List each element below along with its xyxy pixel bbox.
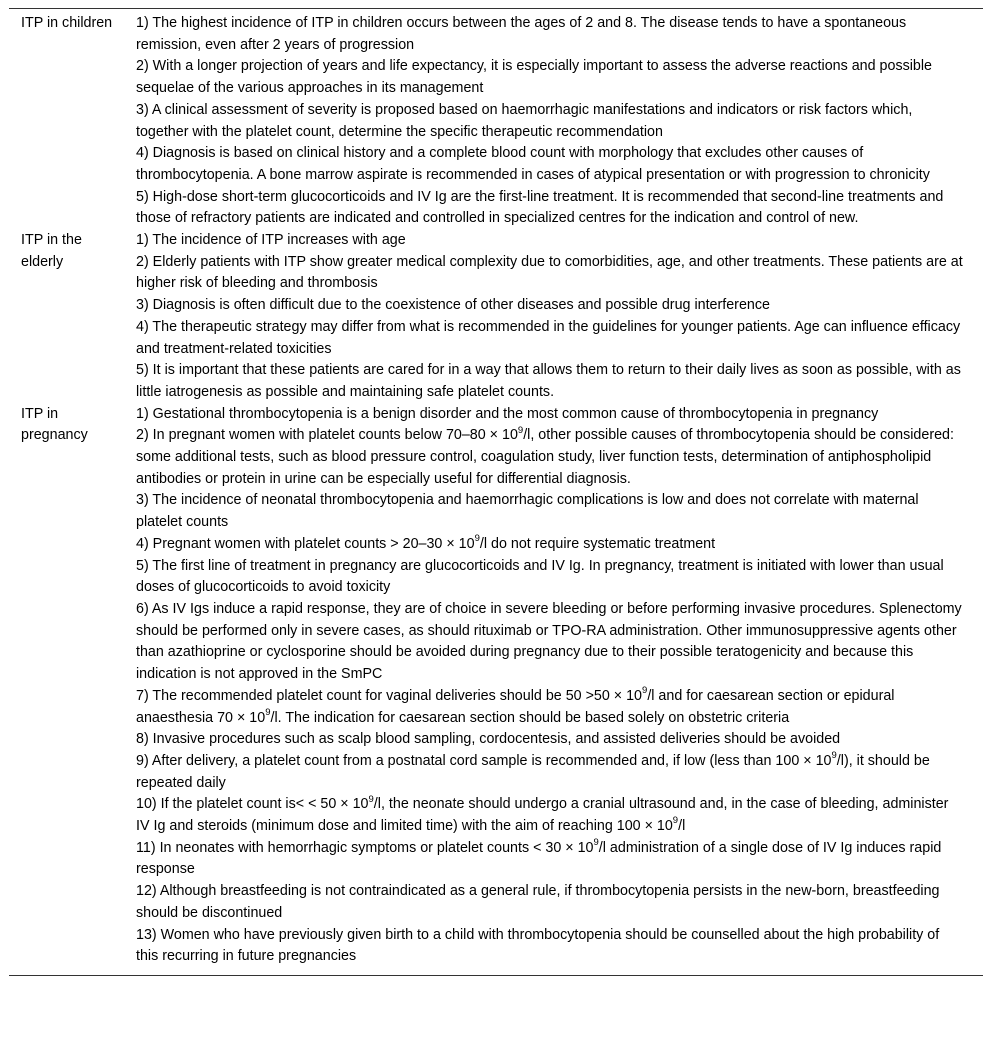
list-item: 13) Women who have previously given birth to a child with thrombocytopenia should be counselled about the high probability of this recurring in future pregnancies	[136, 926, 940, 965]
list-item: 2) With a longer projection of years and life expectancy, it is especially important to assess the adverse reactions and possible sequelae of the various approaches in its management	[136, 58, 933, 97]
table-row	[9, 9, 983, 231]
list-item: 3) The incidence of neonatal thrombocytopenia and haemorrhagic complications is low and does not correlate with maternal platelet counts	[136, 492, 919, 531]
list-item: 7) The recommended platelet count for vaginal deliveries should be $50 >50 \times 10^9/l$ and for caesarean section or epidural anaesthesia $70 \times 10^9/l$. The indication for caesarean section should be based solely on obstetric criteria	[136, 685, 895, 726]
list-item: 11) In neonates with hemorrhagic symptoms or platelet counts < $30 \times 10^9/l$ administration of a single dose of IV Ig induces rapid response	[136, 836, 942, 878]
list-item: 2) Elderly patients with ITP show greater medical complexity due to comorbidities, age, and other treatments. These patients are at higher risk of bleeding and thrombosis	[136, 253, 963, 292]
list-item: 4) The therapeutic strategy may differ from what is recommended in the guidelines for younger patients. Age can influence efficacy and treatment-related toxicities	[136, 318, 961, 357]
list-item: 3) A clinical assessment of severity is proposed based on haemorrhagic manifestations and indicators or risk factors which, together with the platelet count, determine the specific therapeutic recommendation	[136, 101, 913, 140]
row-items	[134, 230, 983, 404]
row-items	[134, 404, 983, 976]
row-items	[134, 9, 983, 231]
row-label: ITP in children	[21, 15, 113, 31]
row-label: ITP in pregnancy	[21, 405, 88, 444]
list-item: 1) The incidence of ITP increases with age	[136, 232, 406, 249]
table-body	[9, 9, 983, 976]
list-item: 3) Diagnosis is often difficult due to the coexistence of other diseases and possible drug interference	[136, 297, 770, 314]
list-item: 2) In pregnant women with platelet counts below $70-80 \times 10^9/l$, other possible causes of thrombocytopenia should be considered: some additional tests, such as blood pressure control, coagulation study, liver function tests, determination of antiphospholipid antibodies or protein in urine can be especially useful for differential diagnosis.	[136, 424, 954, 487]
row-label: ITP in the elderly	[21, 232, 82, 270]
list-item: 6) As IV Igs induce a rapid response, they are of choice in severe bleeding or before performing invasive procedures. Splenectomy should be performed only in severe cases, as should rituximab or TPO-RA administration. Other immunosuppressive agents other than azathioprine or cyclosporine should be avoided during pregnancy due to their possible teratogenicity and because this indication is not approved in the SmPC	[136, 600, 962, 683]
itp-recommendations-table	[9, 8, 983, 976]
list-item: 8) Invasive procedures such as scalp blood sampling, cordocentesis, and assisted deliveries should be avoided	[136, 731, 841, 748]
list-item: 1) The highest incidence of ITP in children occurs between the ages of 2 and 8. The disease tends to have a spontaneous remission, even after 2 years of progression	[136, 15, 907, 53]
list-item: 9) After delivery, a platelet count from a postnatal cord sample is recommended and, if low (less than $100 \times 10^9/l$), it should be repeated daily	[136, 750, 930, 791]
itp-recommendations-table-container	[9, 8, 983, 976]
list-item: 10) If the platelet count $is< < 50 \times 10^9/l$, the neonate should undergo a cranial ultrasound and, in the case of bleeding, administer IV Ig and steroids (minimum dose and limited time) with the aim of reaching $100 \times 10^9/l$	[136, 793, 949, 835]
list-item: 4) Pregnant women with platelet counts > $20-30 \times 10^9/l$ do not require systematic treatment	[136, 533, 716, 552]
list-item: 5) It is important that these patients are cared for in a way that allows them to return to their daily lives as soon as possible, with as little iatrogenesis as possible and maintaining safe platelet counts.	[136, 362, 961, 400]
list-item: 5) The first line of treatment in pregnancy are glucocorticoids and IV Ig. In pregnancy, treatment is initiated with lower than usual doses of glucocorticoids to avoid toxicity	[136, 557, 944, 596]
table-row	[9, 230, 983, 404]
list-item: 4) Diagnosis is based on clinical history and a complete blood count with morphology that excludes other causes of thrombocytopenia. A bone marrow aspirate is recommended in cases of atypical presentation or with progression to chronicity	[136, 145, 930, 183]
table-row	[9, 404, 983, 976]
list-item: 12) Although breastfeeding is not contraindicated as a general rule, if thrombocytopenia persists in the new-born, breastfeeding should be discontinued	[136, 883, 940, 921]
list-item: 5) High-dose short-term glucocorticoids and IV Ig are the first-line treatment. It is recommended that second-line treatments and those of refractory patients are indicated and controlled in specialized centres for the indication and control of new.	[136, 188, 944, 227]
list-item: 1) Gestational thrombocytopenia is a benign disorder and the most common cause of thrombocytopenia in pregnancy	[136, 405, 879, 422]
